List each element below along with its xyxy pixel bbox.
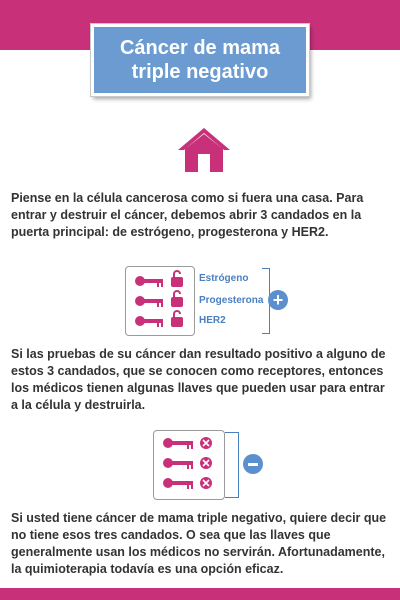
- plus-icon: +: [268, 290, 288, 310]
- minus-icon: [243, 454, 263, 474]
- key-icon: [163, 478, 193, 489]
- title-line-1: Cáncer de mama: [119, 37, 281, 59]
- keys-no-locks-graphic: [154, 431, 226, 501]
- title-line-2: triple negativo: [131, 61, 269, 83]
- x-mark-icon: [200, 437, 212, 449]
- positive-paragraph: Si las pruebas de su cáncer dan resultado positivo a alguno de estos 3 candados, que se conocen como receptores, entonces los médicos tienen algunas llaves que pueden usar para entrar a la célula y destruirla.: [11, 347, 386, 412]
- key-icon: [135, 296, 163, 307]
- title-box: [91, 24, 309, 96]
- triple-negative-paragraph: Si usted tiene cáncer de mama triple negativo, quiere decir que no tiene esos tres candados. O sea que las llaves que generalmente usan los médicos no servirán. Afortunadamente, la quimioterapia todavía es una opción eficaz.: [11, 511, 387, 576]
- receptor-label-her2: HER2: [199, 315, 226, 326]
- receptor-label-progesterone: Progesterona: [199, 295, 264, 306]
- house-icon: [176, 126, 232, 174]
- key-icon: [135, 316, 163, 327]
- padlock-icon: [171, 311, 183, 327]
- keys-locks-graphic: [126, 267, 196, 337]
- bottom-banner: [0, 588, 400, 600]
- padlock-icon: [171, 271, 183, 287]
- negative-bracket: [225, 432, 239, 498]
- x-mark-icon: [200, 477, 212, 489]
- padlock-icon: [171, 291, 183, 307]
- intro-paragraph: Piense en la célula cancerosa como si fuera una casa. Para entrar y destruir el cáncer, debemos abrir 3 candados en la puerta principal: de estrógeno, progesterona y HER2.: [11, 191, 364, 239]
- keys-locks-panel: [125, 266, 195, 336]
- keys-no-locks-panel: [153, 430, 225, 500]
- key-icon: [163, 458, 193, 469]
- key-icon: [135, 276, 163, 287]
- receptor-label-estrogen: Estrógeno: [199, 273, 249, 284]
- x-mark-icon: [200, 457, 212, 469]
- key-icon: [163, 438, 193, 449]
